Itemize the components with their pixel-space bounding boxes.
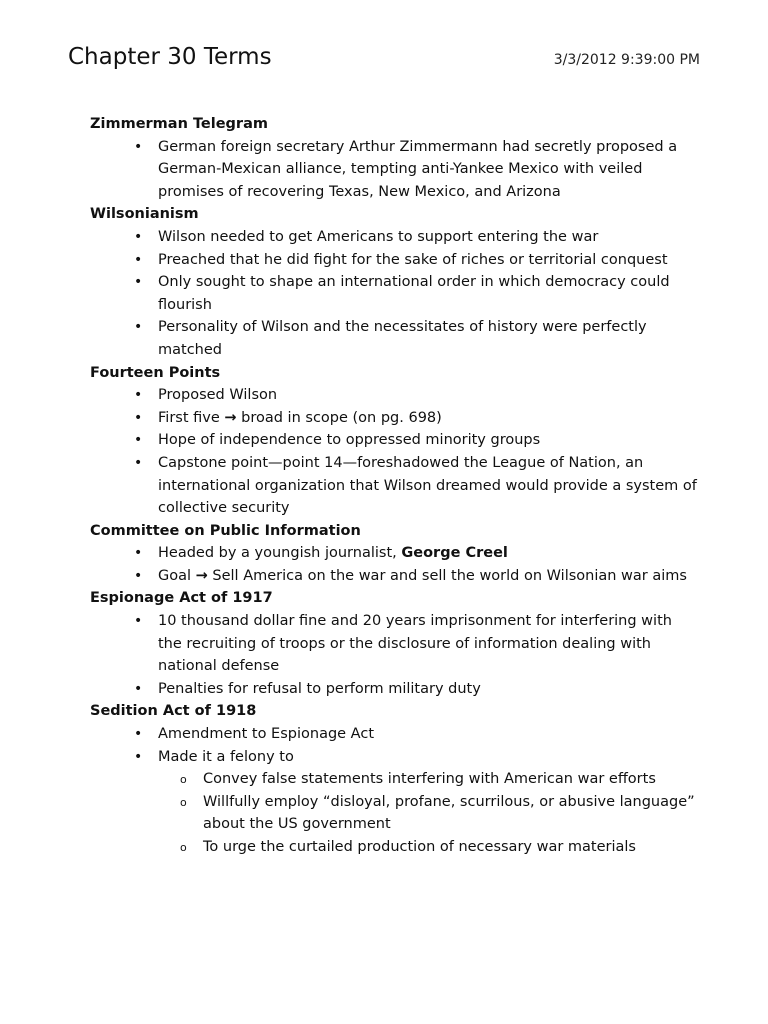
bullet-item: • Amendment to Espionage Act [90,723,700,746]
terms-list [90,113,700,859]
bullet-item: • Wilson needed to get Americans to support entering the war [90,226,700,249]
bullet-text: Sell America on the war and sell the world on Wilsonian war aims [207,567,687,584]
bullet-item [90,407,700,430]
term-section [90,520,700,588]
term-heading: Committee on Public Information [90,522,361,539]
sub-bullet-list [90,768,700,858]
bullet-item: • Preached that he did fight for the sake of riches or territorial conquest [90,249,700,272]
bullet-item: • Only sought to shape an international order in which democracy could flourish [90,271,700,316]
bullet-item: • Penalties for refusal to perform military duty [90,678,700,701]
page-title: Chapter 30 Terms [68,44,272,70]
bullet-text: Headed by a youngish journalist, [158,545,402,562]
page-header [68,44,700,78]
sub-bullet-item: o Convey false statements interfering with American war efforts [90,768,700,791]
bullet-item: • Hope of independence to oppressed minority groups [90,429,700,452]
term-heading: Wilsonianism [90,206,199,223]
term-section [90,113,700,203]
term-section [90,587,700,700]
right-arrow-icon: → [224,409,237,426]
bullet-text: First five [158,409,225,426]
right-arrow-icon: → [195,567,208,584]
bullet-item: • Personality of Wilson and the necessitates of history were perfectly matched [90,316,700,361]
sub-bullet-item: o To urge the curtailed production of necessary war materials [90,836,700,859]
term-section [90,700,700,858]
bullet-list [90,723,700,768]
bullet-list [90,136,700,204]
term-heading: Espionage Act of 1917 [90,590,273,607]
bullet-text: Goal [158,567,196,584]
bullet-text: Made it a felony to [158,748,294,765]
bullet-item [90,542,700,565]
term-section [90,203,700,361]
bullet-list [90,226,700,362]
bold-name: George Creel [401,545,508,562]
bullet-list [90,542,700,587]
bullet-item: • Capstone point—point 14—foreshadowed the League of Nation, an international organization that Wilson dreamed would provide a system of collective security [90,452,700,520]
bullet-item: • 10 thousand dollar fine and 20 years imprisonment for interfering with the recruiting of troops or the disclosure of information dealing with national defense [90,610,700,678]
term-heading: Sedition Act of 1918 [90,703,257,720]
document-date: 3/3/2012 9:39:00 PM [553,52,700,68]
sub-bullet-item: o Willfully employ “disloyal, profane, scurrilous, or abusive language” about the US government [90,791,700,836]
term-heading: Fourteen Points [90,364,221,381]
term-heading: Zimmerman Telegram [90,116,268,132]
bullet-item: • German foreign secretary Arthur Zimmermann had secretly proposed a German-Mexican alliance, tempting anti-Yankee Mexico with veiled promises of recovering Texas, New Mexico, and Arizona [90,136,700,204]
bullet-item [90,746,700,769]
bullet-item: • Proposed Wilson [90,384,700,407]
bullet-list [90,610,700,700]
bullet-text: broad in scope (on pg. 698) [236,409,442,426]
bullet-list [90,384,700,520]
bullet-item [90,565,700,588]
term-section [90,362,700,520]
